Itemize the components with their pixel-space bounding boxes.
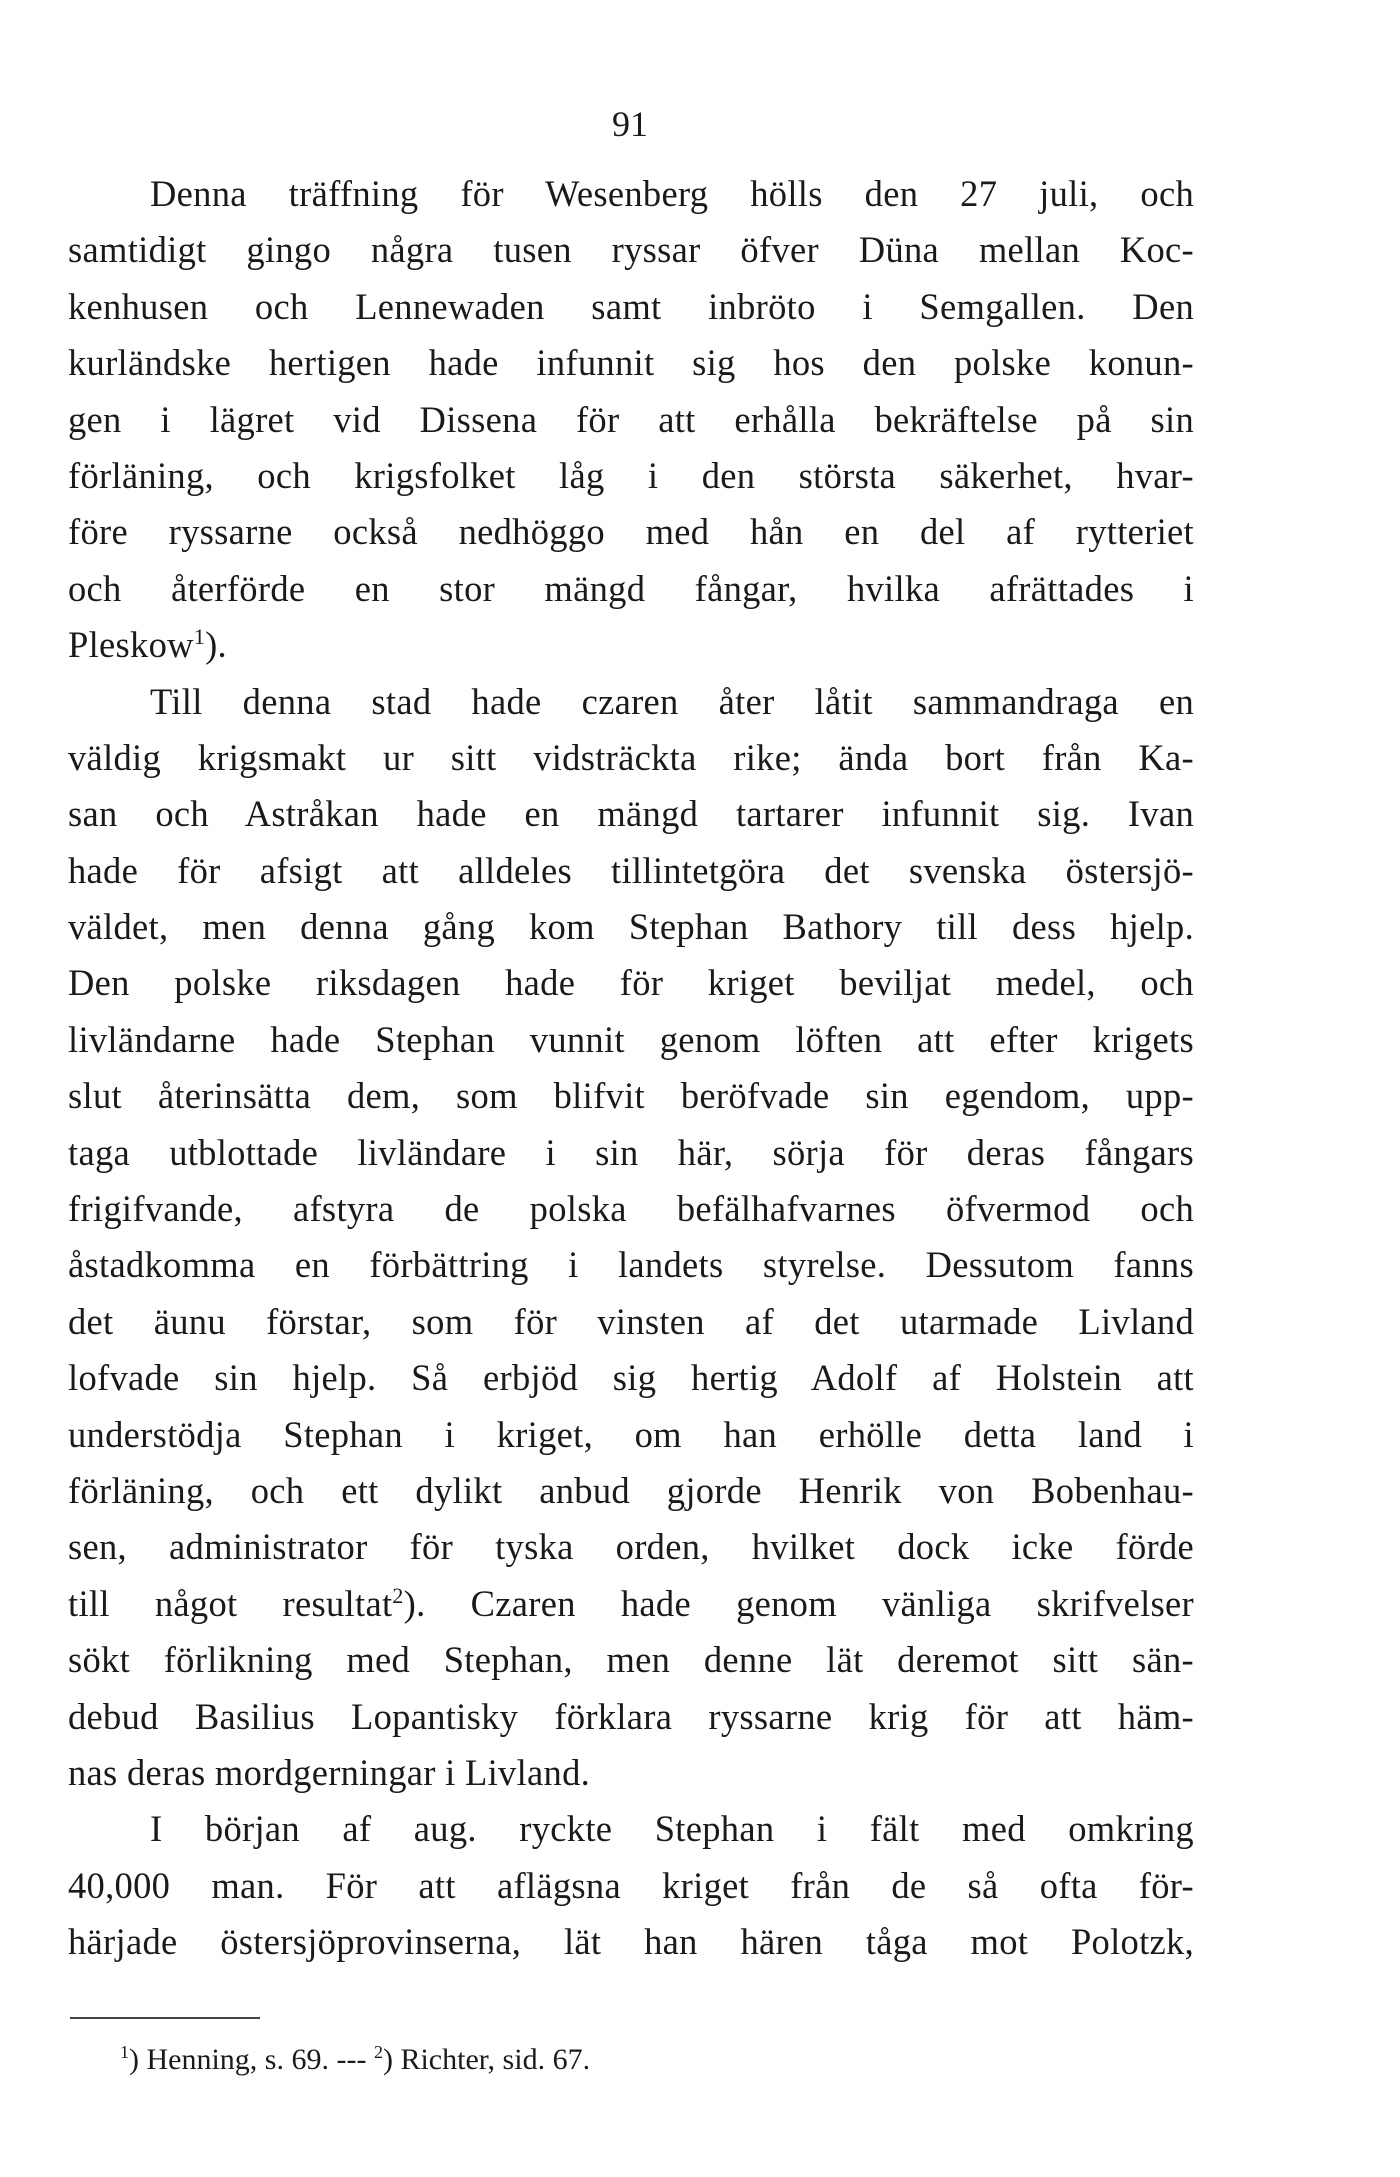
footnote-separator <box>70 2017 260 2019</box>
text-line: före ryssarne också nedhöggo med hån en del af rytteriet <box>68 511 1194 553</box>
text-fragment: till något resultat <box>68 1582 393 1624</box>
text-line: gen i lägret vid Dissena för att erhålla bekräftelse på sin <box>68 398 1194 440</box>
text-line: Till denna stad hade czaren åter låtit sammandraga en <box>150 680 1194 722</box>
text-line: lofvade sin hjelp. Så erbjöd sig hertig Adolf af Holstein att <box>68 1357 1194 1399</box>
text-line: taga utblottade livländare i sin här, sörja för deras fångars <box>68 1131 1194 1173</box>
text-line: Denna träffning för Wesenberg hölls den 27 juli, och <box>150 173 1194 214</box>
text-line: slut återinsätta dem, som blifvit beröfvade sin egendom, upp- <box>68 1075 1194 1117</box>
footnote-text: ) Richter, sid. 67. <box>382 2043 591 2076</box>
text-line: san och Astråkan hade en mängd tartarer infunnit sig. Ivan <box>68 793 1194 835</box>
footnote-marker: 2 <box>373 2042 383 2062</box>
text-line: förläning, och krigsfolket låg i den största säkerhet, hvar- <box>68 454 1194 496</box>
text-line: och återförde en stor mängd fångar, hvilka afrättades i <box>68 567 1194 609</box>
text-fragment: ). Czaren hade genom vänliga skrifvelser <box>403 1582 1194 1624</box>
text-line: frigifvande, afstyra de polska befälhafvarnes öfvermod och <box>68 1188 1194 1230</box>
text-line: Den polske riksdagen hade för kriget beviljat medel, och <box>68 962 1194 1004</box>
text-line: debud Basilius Lopantisky förklara ryssarne krig för att häm- <box>68 1695 1194 1737</box>
text-fragment: ). <box>205 624 227 666</box>
footnote-marker: 1 <box>120 2042 129 2062</box>
text-line: väldet, men denna gång kom Stephan Bathory till dess hjelp. <box>68 906 1194 948</box>
text-line: det äunu förstar, som för vinsten af det utarmade Livland <box>68 1300 1194 1342</box>
text-line: 40,000 man. För att aflägsna kriget från de så ofta för- <box>68 1864 1194 1906</box>
footnote-text: ) Henning, s. 69. <box>129 2043 329 2076</box>
text-line <box>68 1576 1194 1632</box>
text-fragment: Pleskow <box>68 624 194 666</box>
text-line: kurländske hertigen hade infunnit sig hos den polske konun- <box>68 342 1194 384</box>
text-line: I början af aug. ryckte Stephan i fält med omkring <box>150 1808 1194 1850</box>
footnote-divider: --- <box>328 2043 374 2076</box>
text-line: samtidigt gingo några tusen ryssar öfver Düna mellan Koc- <box>68 229 1194 271</box>
footnote-ref: 1 <box>193 623 206 649</box>
footnote-ref: 2 <box>392 1582 404 1608</box>
text-line: förläning, och ett dylikt anbud gjorde Henrik von Bobenhau- <box>68 1469 1194 1511</box>
text-line: hade för afsigt att alldeles tillintetgöra det svenska östersjö- <box>68 849 1194 891</box>
text-line: sökt förlikning med Stephan, men denne lät deremot sitt sän- <box>68 1639 1194 1681</box>
text-line: härjade östersjöprovinserna, lät han hären tåga mot Polotzk, <box>68 1921 1194 1963</box>
text-line: nas deras mordgerningar i Livland. <box>68 1751 591 1793</box>
text-line: åstadkomma en förbättring i landets styrelse. Dessutom fanns <box>68 1244 1194 1286</box>
body-text <box>68 166 1194 1971</box>
page-number: 91 <box>612 104 648 144</box>
footnotes <box>120 2040 590 2080</box>
text-line: kenhusen och Lennewaden samt inbröto i Semgallen. Den <box>68 285 1194 327</box>
text-line: sen, administrator för tyska orden, hvilket dock icke förde <box>68 1526 1194 1568</box>
text-line: understödja Stephan i kriget, om han erhölle detta land i <box>68 1413 1194 1455</box>
text-line <box>68 617 1194 673</box>
text-line: livländarne hade Stephan vunnit genom löften att efter krigets <box>68 1018 1194 1060</box>
text-line: väldig krigsmakt ur sitt vidsträckta rike; ända bort från Ka- <box>68 736 1194 778</box>
